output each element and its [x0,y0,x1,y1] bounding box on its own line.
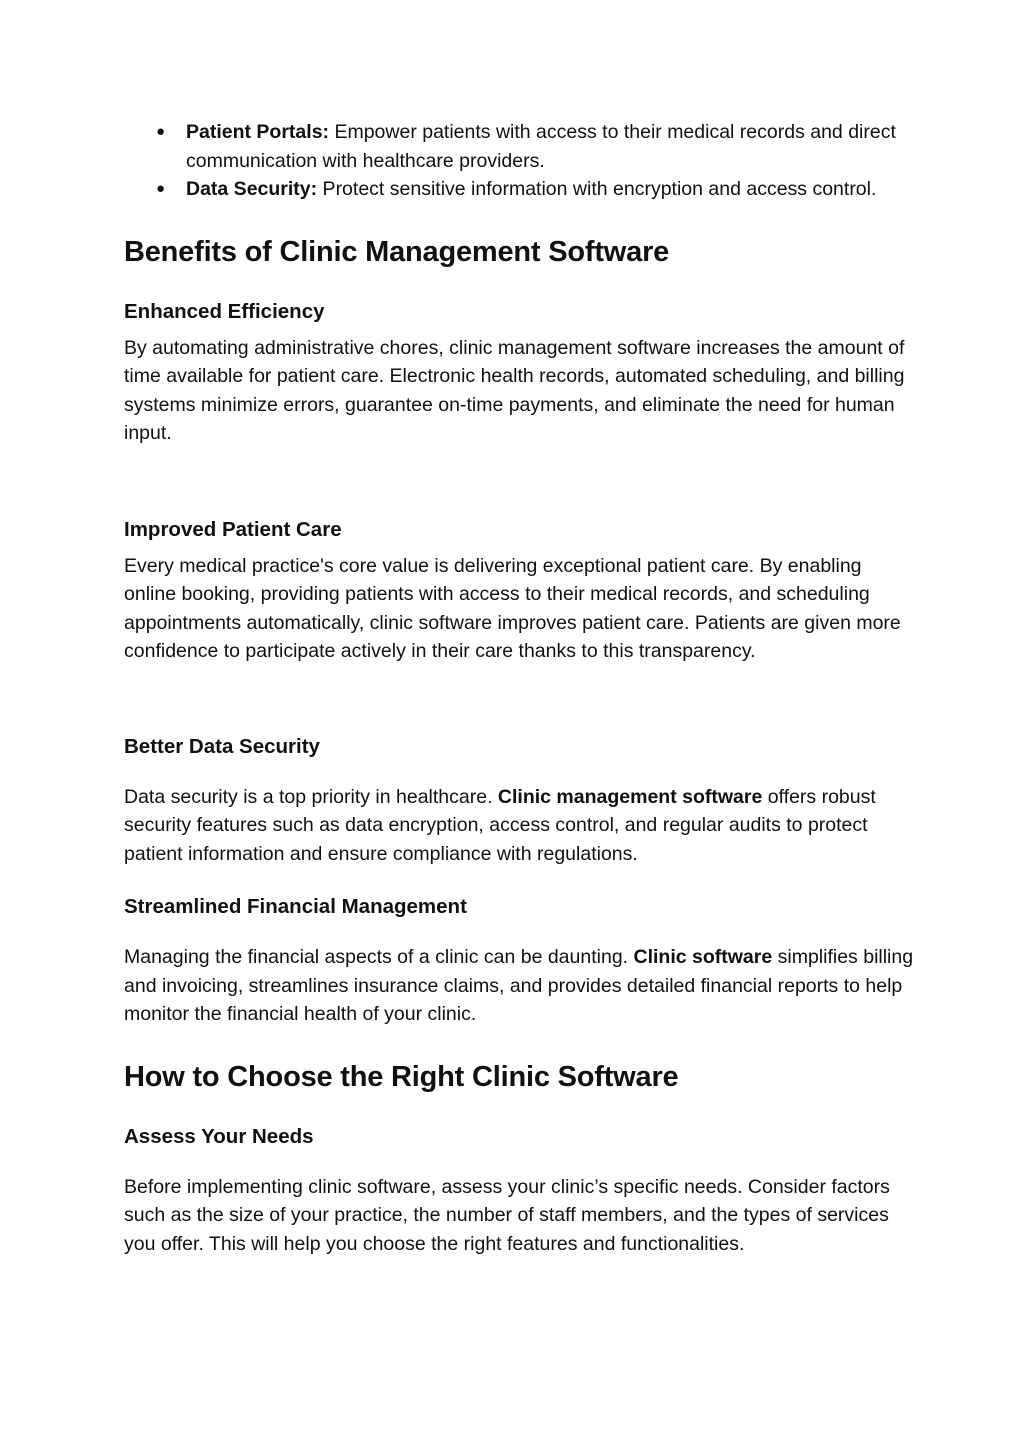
paragraph-assess-your-needs: Before implementing clinic software, assess your clinic’s specific needs. Consider factors such as the size of your practice, the number of staff members, and the types of services you offer. This will help you choose the right features and functionalities. [124,1175,890,1255]
subheading-improved-patient-care: Improved Patient Care [124,517,342,541]
bullet-text: Empower patients with access to their medical records and direct communication with healthcare providers. [186,121,896,172]
feature-bullet-list [124,118,914,204]
document-content [124,118,914,1258]
bullet-icon: ● [156,180,166,197]
subheading-streamlined-financial-management: Streamlined Financial Management [124,895,467,918]
paragraph-text: simplifies billing and invoicing, streamlines insurance claims, and provides detailed financial reports to help monitor the financial health of your clinic. [124,946,914,1025]
bullet-label: Patient Portals: [186,121,330,143]
subheading-better-data-security: Better Data Security [124,734,320,758]
bullet-text: Protect sensitive information with encryption and access control. [317,178,877,200]
bold-keyword: Clinic management software [497,785,763,808]
section-heading-benefits: Benefits of Clinic Management Software [124,235,670,268]
paragraph-enhanced-efficiency: By automating administrative chores, clinic management software increases the amount of time available for patient care. Electronic health records, automated scheduling, and billing systems minimize errors, guarantee on-time payments, and eliminate the need for human input. [124,336,905,444]
paragraph-better-data-security [124,783,914,869]
paragraph-text: Data security is a top priority in healthcare. [124,785,498,808]
subheading-assess-your-needs: Assess Your Needs [124,1124,314,1148]
subheading-enhanced-efficiency: Enhanced Efficiency [124,299,325,323]
bullet-label: Data Security: [186,178,318,200]
bold-keyword: Clinic software [633,946,773,968]
list-item [124,118,914,175]
paragraph-text: offers robust security features such as data encryption, access control, and regular audits to protect patient information and ensure compliance with regulations. [124,785,876,865]
paragraph-streamlined-financial-management [124,943,914,1029]
paragraph-improved-patient-care: Every medical practice's core value is delivering exceptional patient care. By enabling online booking, providing patients with access to their medical records, and scheduling appointments automatically, clinic software improves patient care. Patients are given more confidence to participate actively in their care thanks to this transparency. [124,554,901,662]
bullet-icon: ● [156,123,166,140]
paragraph-text: Managing the financial aspects of a clinic can be daunting. [124,946,634,968]
list-item [124,175,914,204]
section-heading-choose-software: How to Choose the Right Clinic Software [124,1060,679,1093]
